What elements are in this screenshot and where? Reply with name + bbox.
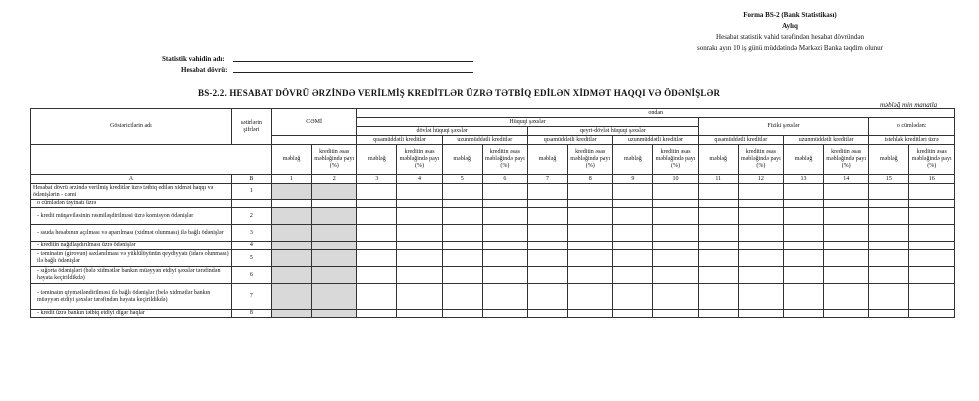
data-cell[interactable]: [271, 250, 311, 267]
header-amount: məbləğ: [357, 145, 397, 175]
row-code: 2: [231, 208, 271, 225]
header-share: kreditin əsas məbləğində payı (%): [312, 145, 357, 175]
data-cell[interactable]: [357, 200, 397, 208]
data-cell[interactable]: [824, 310, 869, 318]
row-label: Hesabat dövrü ərzində verilmiş kreditlər üzrə tətbiq edilən xidmət haqqı və ödənişlərin - cəmi: [31, 184, 232, 200]
row-code: 4: [231, 242, 271, 250]
data-cell[interactable]: [568, 200, 613, 208]
header-amount: məbləğ: [527, 145, 567, 175]
data-cell[interactable]: [527, 200, 567, 208]
header-indicators: Göstəricilərin adı: [31, 109, 232, 145]
data-cell[interactable]: [271, 200, 311, 208]
data-cell[interactable]: [442, 200, 482, 208]
data-cell[interactable]: [698, 284, 738, 310]
header-amount: məbləğ: [698, 145, 738, 175]
data-cell[interactable]: [482, 225, 527, 242]
header-share: kreditin əsas məbləğində payı (%): [568, 145, 613, 175]
data-cell[interactable]: [568, 225, 613, 242]
table-row: [31, 200, 955, 208]
col-number: 3: [357, 175, 397, 184]
data-cell[interactable]: [482, 267, 527, 284]
data-cell[interactable]: [527, 250, 567, 267]
data-cell[interactable]: [738, 284, 783, 310]
data-cell[interactable]: [568, 184, 613, 200]
data-cell[interactable]: [482, 242, 527, 250]
data-cell[interactable]: [312, 284, 357, 310]
col-number: 8: [568, 175, 613, 184]
col-number: 11: [698, 175, 738, 184]
header-short-term: qısamüddətli kreditlər: [527, 136, 612, 145]
data-cell[interactable]: [869, 225, 909, 242]
data-cell[interactable]: [738, 225, 783, 242]
data-cell[interactable]: [909, 184, 955, 200]
row-code: 5: [231, 250, 271, 267]
data-cell[interactable]: [397, 208, 442, 225]
row-label: - təminatın qiymətləndirilməsi ilə bağlı ödənişlər (belə xidmətlər bankın müəyyən etdiyi şəxslər tərəfindən həyata keçirildikdə): [31, 284, 232, 310]
col-number: 16: [909, 175, 955, 184]
header-spacer: [31, 145, 272, 175]
data-cell[interactable]: [527, 267, 567, 284]
row-label: - təminatın (girovun) saxlanılması və yüklülüyünün qeydiyyatı (idarə olunması) ilə bağlı ödənişlər: [31, 250, 232, 267]
data-cell[interactable]: [909, 242, 955, 250]
data-cell[interactable]: [527, 208, 567, 225]
data-cell[interactable]: [613, 310, 653, 318]
header-amount: məbləğ: [613, 145, 653, 175]
data-cell[interactable]: [738, 310, 783, 318]
data-cell[interactable]: [783, 284, 823, 310]
col-number: 14: [824, 175, 869, 184]
row-code: 6: [231, 267, 271, 284]
data-cell[interactable]: [312, 267, 357, 284]
header-total: CƏMİ: [271, 109, 356, 136]
form-note-1: Hesabat statistik vahid tərəfindən hesabat dövründən: [716, 33, 864, 41]
data-cell[interactable]: [613, 284, 653, 310]
form-title: BS-2.2. HESABAT DÖVRÜ ƏRZİNDƏ VERİLMİŞ KREDİTLƏR ÜZRƏ TƏTBİQ EDİLƏN XİDMƏT HAQQI VƏ ÖDƏNİŞLƏR: [198, 88, 721, 98]
row-label: - kredit müqaviləsinin rəsmiləşdirilməsi üzrə komisyon ödənişlər: [31, 208, 232, 225]
col-number: 2: [312, 175, 357, 184]
data-cell[interactable]: [653, 267, 698, 284]
data-cell[interactable]: [613, 267, 653, 284]
col-label-a: A: [31, 175, 232, 184]
data-cell[interactable]: [613, 200, 653, 208]
header-amount: məbləğ: [869, 145, 909, 175]
form-info: [680, 10, 900, 54]
data-cell[interactable]: [527, 284, 567, 310]
row-label: - kreditin nağdlaşdırılması üzrə ödənişlər: [31, 242, 232, 250]
header-amount: məbləğ: [442, 145, 482, 175]
row-code: 3: [231, 225, 271, 242]
data-cell[interactable]: [397, 200, 442, 208]
data-cell[interactable]: [613, 208, 653, 225]
data-cell[interactable]: [568, 310, 613, 318]
col-number: 9: [613, 175, 653, 184]
data-cell[interactable]: [698, 267, 738, 284]
col-number: 12: [738, 175, 783, 184]
data-cell[interactable]: [824, 225, 869, 242]
col-number: 13: [783, 175, 823, 184]
data-cell[interactable]: [869, 267, 909, 284]
data-cell[interactable]: [312, 184, 357, 200]
col-label-b: B: [231, 175, 271, 184]
header-individuals: Fiziki şəxslər: [698, 118, 869, 136]
table-row: [31, 267, 955, 284]
data-cell[interactable]: [482, 208, 527, 225]
col-number: 7: [527, 175, 567, 184]
data-cell[interactable]: [527, 184, 567, 200]
header-amount: məbləğ: [783, 145, 823, 175]
period-field[interactable]: [233, 72, 473, 73]
data-cell[interactable]: [397, 310, 442, 318]
header-share: kreditin əsas məbləğində payı (%): [653, 145, 698, 175]
data-cell[interactable]: [312, 200, 357, 208]
data-cell[interactable]: [783, 200, 823, 208]
data-cell[interactable]: [698, 250, 738, 267]
header-including: o cümlədən:: [869, 118, 955, 136]
data-cell[interactable]: [783, 208, 823, 225]
data-cell[interactable]: [653, 208, 698, 225]
header-amount: məbləğ: [271, 145, 311, 175]
data-cell[interactable]: [442, 242, 482, 250]
data-cell[interactable]: [482, 200, 527, 208]
header-long-term: uzunmüddətli kreditlər: [613, 136, 698, 145]
data-cell[interactable]: [698, 184, 738, 200]
header-share: kreditin əsas məbləğində payı (%): [397, 145, 442, 175]
data-cell[interactable]: [824, 184, 869, 200]
data-cell[interactable]: [442, 267, 482, 284]
data-cell[interactable]: [568, 267, 613, 284]
header-long-term: uzunmüddətli kreditlər: [783, 136, 868, 145]
data-cell[interactable]: [909, 310, 955, 318]
data-cell[interactable]: [653, 242, 698, 250]
form-note-2: sonrakı ayın 10 iş günü müddətində Mərkəzi Banka təqdim olunur: [696, 44, 884, 52]
header-share: kreditin əsas məbləğində payı (%): [738, 145, 783, 175]
data-cell[interactable]: [482, 250, 527, 267]
data-cell[interactable]: [653, 225, 698, 242]
data-cell[interactable]: [397, 250, 442, 267]
data-cell[interactable]: [869, 284, 909, 310]
data-cell[interactable]: [783, 184, 823, 200]
data-cell[interactable]: [869, 250, 909, 267]
header-row-codes: sətirlərin şifrləri: [231, 109, 271, 145]
data-cell[interactable]: [482, 310, 527, 318]
data-cell[interactable]: [653, 310, 698, 318]
form-period-type: Aylıq: [782, 22, 798, 30]
data-cell[interactable]: [783, 250, 823, 267]
data-cell[interactable]: [357, 184, 397, 200]
data-cell[interactable]: [824, 242, 869, 250]
data-cell[interactable]: [909, 200, 955, 208]
data-cell[interactable]: [869, 184, 909, 200]
data-cell[interactable]: [698, 310, 738, 318]
data-cell[interactable]: [698, 208, 738, 225]
data-cell[interactable]: [442, 208, 482, 225]
data-cell[interactable]: [738, 200, 783, 208]
data-cell[interactable]: [397, 184, 442, 200]
data-cell[interactable]: [909, 284, 955, 310]
data-cell[interactable]: [698, 200, 738, 208]
data-cell[interactable]: [909, 208, 955, 225]
data-cell[interactable]: [527, 242, 567, 250]
data-cell[interactable]: [482, 284, 527, 310]
data-cell[interactable]: [653, 284, 698, 310]
col-number: 4: [397, 175, 442, 184]
data-cell[interactable]: [869, 208, 909, 225]
table-row: [31, 184, 955, 200]
data-cell[interactable]: [824, 267, 869, 284]
data-cell[interactable]: [357, 250, 397, 267]
data-cell[interactable]: [482, 184, 527, 200]
col-number: 10: [653, 175, 698, 184]
data-cell[interactable]: [568, 242, 613, 250]
col-number: 15: [869, 175, 909, 184]
data-cell[interactable]: [653, 250, 698, 267]
row-label: - kredit üzrə bankın tətbiq etdiyi digər haqlar: [31, 310, 232, 318]
data-cell[interactable]: [271, 184, 311, 200]
data-cell[interactable]: [869, 242, 909, 250]
data-cell[interactable]: [312, 250, 357, 267]
header-consumer: istehlak kreditləri üzrə: [869, 136, 955, 145]
data-cell[interactable]: [397, 267, 442, 284]
data-cell[interactable]: [312, 225, 357, 242]
data-cell[interactable]: [783, 310, 823, 318]
data-cell[interactable]: [357, 225, 397, 242]
data-cell[interactable]: [568, 208, 613, 225]
header-of-which: ondan: [357, 109, 955, 118]
data-cell[interactable]: [909, 250, 955, 267]
data-cell[interactable]: [653, 184, 698, 200]
data-cell[interactable]: [824, 208, 869, 225]
data-cell[interactable]: [738, 267, 783, 284]
unit-note: məbləğ min manatla: [880, 101, 938, 109]
data-cell[interactable]: [397, 284, 442, 310]
data-cell[interactable]: [783, 267, 823, 284]
row-code: 8: [231, 310, 271, 318]
data-cell[interactable]: [442, 250, 482, 267]
data-cell[interactable]: [442, 184, 482, 200]
data-cell[interactable]: [271, 225, 311, 242]
data-cell[interactable]: [312, 208, 357, 225]
data-cell[interactable]: [271, 310, 311, 318]
data-cell[interactable]: [312, 242, 357, 250]
data-cell[interactable]: [568, 250, 613, 267]
unit-name-field[interactable]: [233, 61, 473, 62]
data-cell[interactable]: [397, 225, 442, 242]
table-row: [31, 310, 955, 318]
table-row: [31, 225, 955, 242]
row-label: o cümlədən təyinatı üzrə: [31, 200, 232, 208]
header-share: kreditin əsas məbləğində payı (%): [482, 145, 527, 175]
data-cell[interactable]: [738, 242, 783, 250]
data-cell[interactable]: [613, 225, 653, 242]
data-cell[interactable]: [909, 267, 955, 284]
data-cell[interactable]: [653, 200, 698, 208]
data-cell[interactable]: [869, 310, 909, 318]
data-cell[interactable]: [568, 284, 613, 310]
col-number: 6: [482, 175, 527, 184]
data-cell[interactable]: [783, 225, 823, 242]
period-label: Hesabat dövrü:: [181, 66, 228, 74]
data-cell[interactable]: [442, 284, 482, 310]
header-state-legal: dövlət hüquqi şəxslər: [357, 127, 528, 136]
header-nonstate-legal: qeyri-dövlət hüquqi şəxslər: [527, 127, 698, 136]
data-cell[interactable]: [357, 267, 397, 284]
header-share: kreditin əsas məbləğində payı (%): [909, 145, 955, 175]
data-cell[interactable]: [738, 250, 783, 267]
data-cell[interactable]: [357, 284, 397, 310]
data-cell[interactable]: [783, 242, 823, 250]
data-cell[interactable]: [357, 208, 397, 225]
data-cell[interactable]: [442, 225, 482, 242]
col-number: 1: [271, 175, 311, 184]
table-row: [31, 208, 955, 225]
row-code: 1: [231, 184, 271, 200]
header-short-term: qısamüddətli kreditlər: [698, 136, 783, 145]
data-cell[interactable]: [357, 242, 397, 250]
data-cell[interactable]: [271, 242, 311, 250]
data-cell[interactable]: [738, 208, 783, 225]
data-cell[interactable]: [271, 267, 311, 284]
header-long-term: uzunmüddətli kreditlər: [442, 136, 527, 145]
data-cell[interactable]: [527, 310, 567, 318]
col-number: 5: [442, 175, 482, 184]
data-cell[interactable]: [824, 200, 869, 208]
data-cell[interactable]: [613, 242, 653, 250]
data-cell[interactable]: [312, 310, 357, 318]
table-row: [31, 242, 955, 250]
data-cell[interactable]: [357, 310, 397, 318]
header-share: kreditin əsas məbləğində payı (%): [824, 145, 869, 175]
data-cell[interactable]: [397, 242, 442, 250]
row-label: - ssuda hesabının açılması və aparılması (xidmət olunması) ilə bağlı ödənişlər: [31, 225, 232, 242]
header-short-term: qısamüddətli kreditlər: [357, 136, 442, 145]
table-row: [31, 250, 955, 267]
data-cell[interactable]: [738, 184, 783, 200]
data-cell[interactable]: [909, 225, 955, 242]
data-cell[interactable]: [271, 284, 311, 310]
header-legal: Hüquqi şəxslər: [357, 118, 698, 127]
data-cell[interactable]: [869, 200, 909, 208]
unit-name-label: Statistik vahidin adı:: [162, 55, 225, 63]
report-table: [30, 108, 955, 318]
row-code: [231, 200, 271, 208]
data-cell[interactable]: [613, 184, 653, 200]
data-cell[interactable]: [442, 310, 482, 318]
data-cell[interactable]: [613, 250, 653, 267]
form-code: Forma BS-2 (Bank Statistikası): [743, 11, 837, 19]
row-code: 7: [231, 284, 271, 310]
data-cell[interactable]: [824, 250, 869, 267]
table-row: [31, 284, 955, 310]
data-cell[interactable]: [527, 225, 567, 242]
row-label: - sığorta ödənişləri (bələ xidmətlər bankın müəyyən etdiyi şəxslər tərəfindən həyata keçirildikdə): [31, 267, 232, 284]
data-cell[interactable]: [271, 208, 311, 225]
data-cell[interactable]: [824, 284, 869, 310]
data-cell[interactable]: [698, 242, 738, 250]
data-cell[interactable]: [698, 225, 738, 242]
